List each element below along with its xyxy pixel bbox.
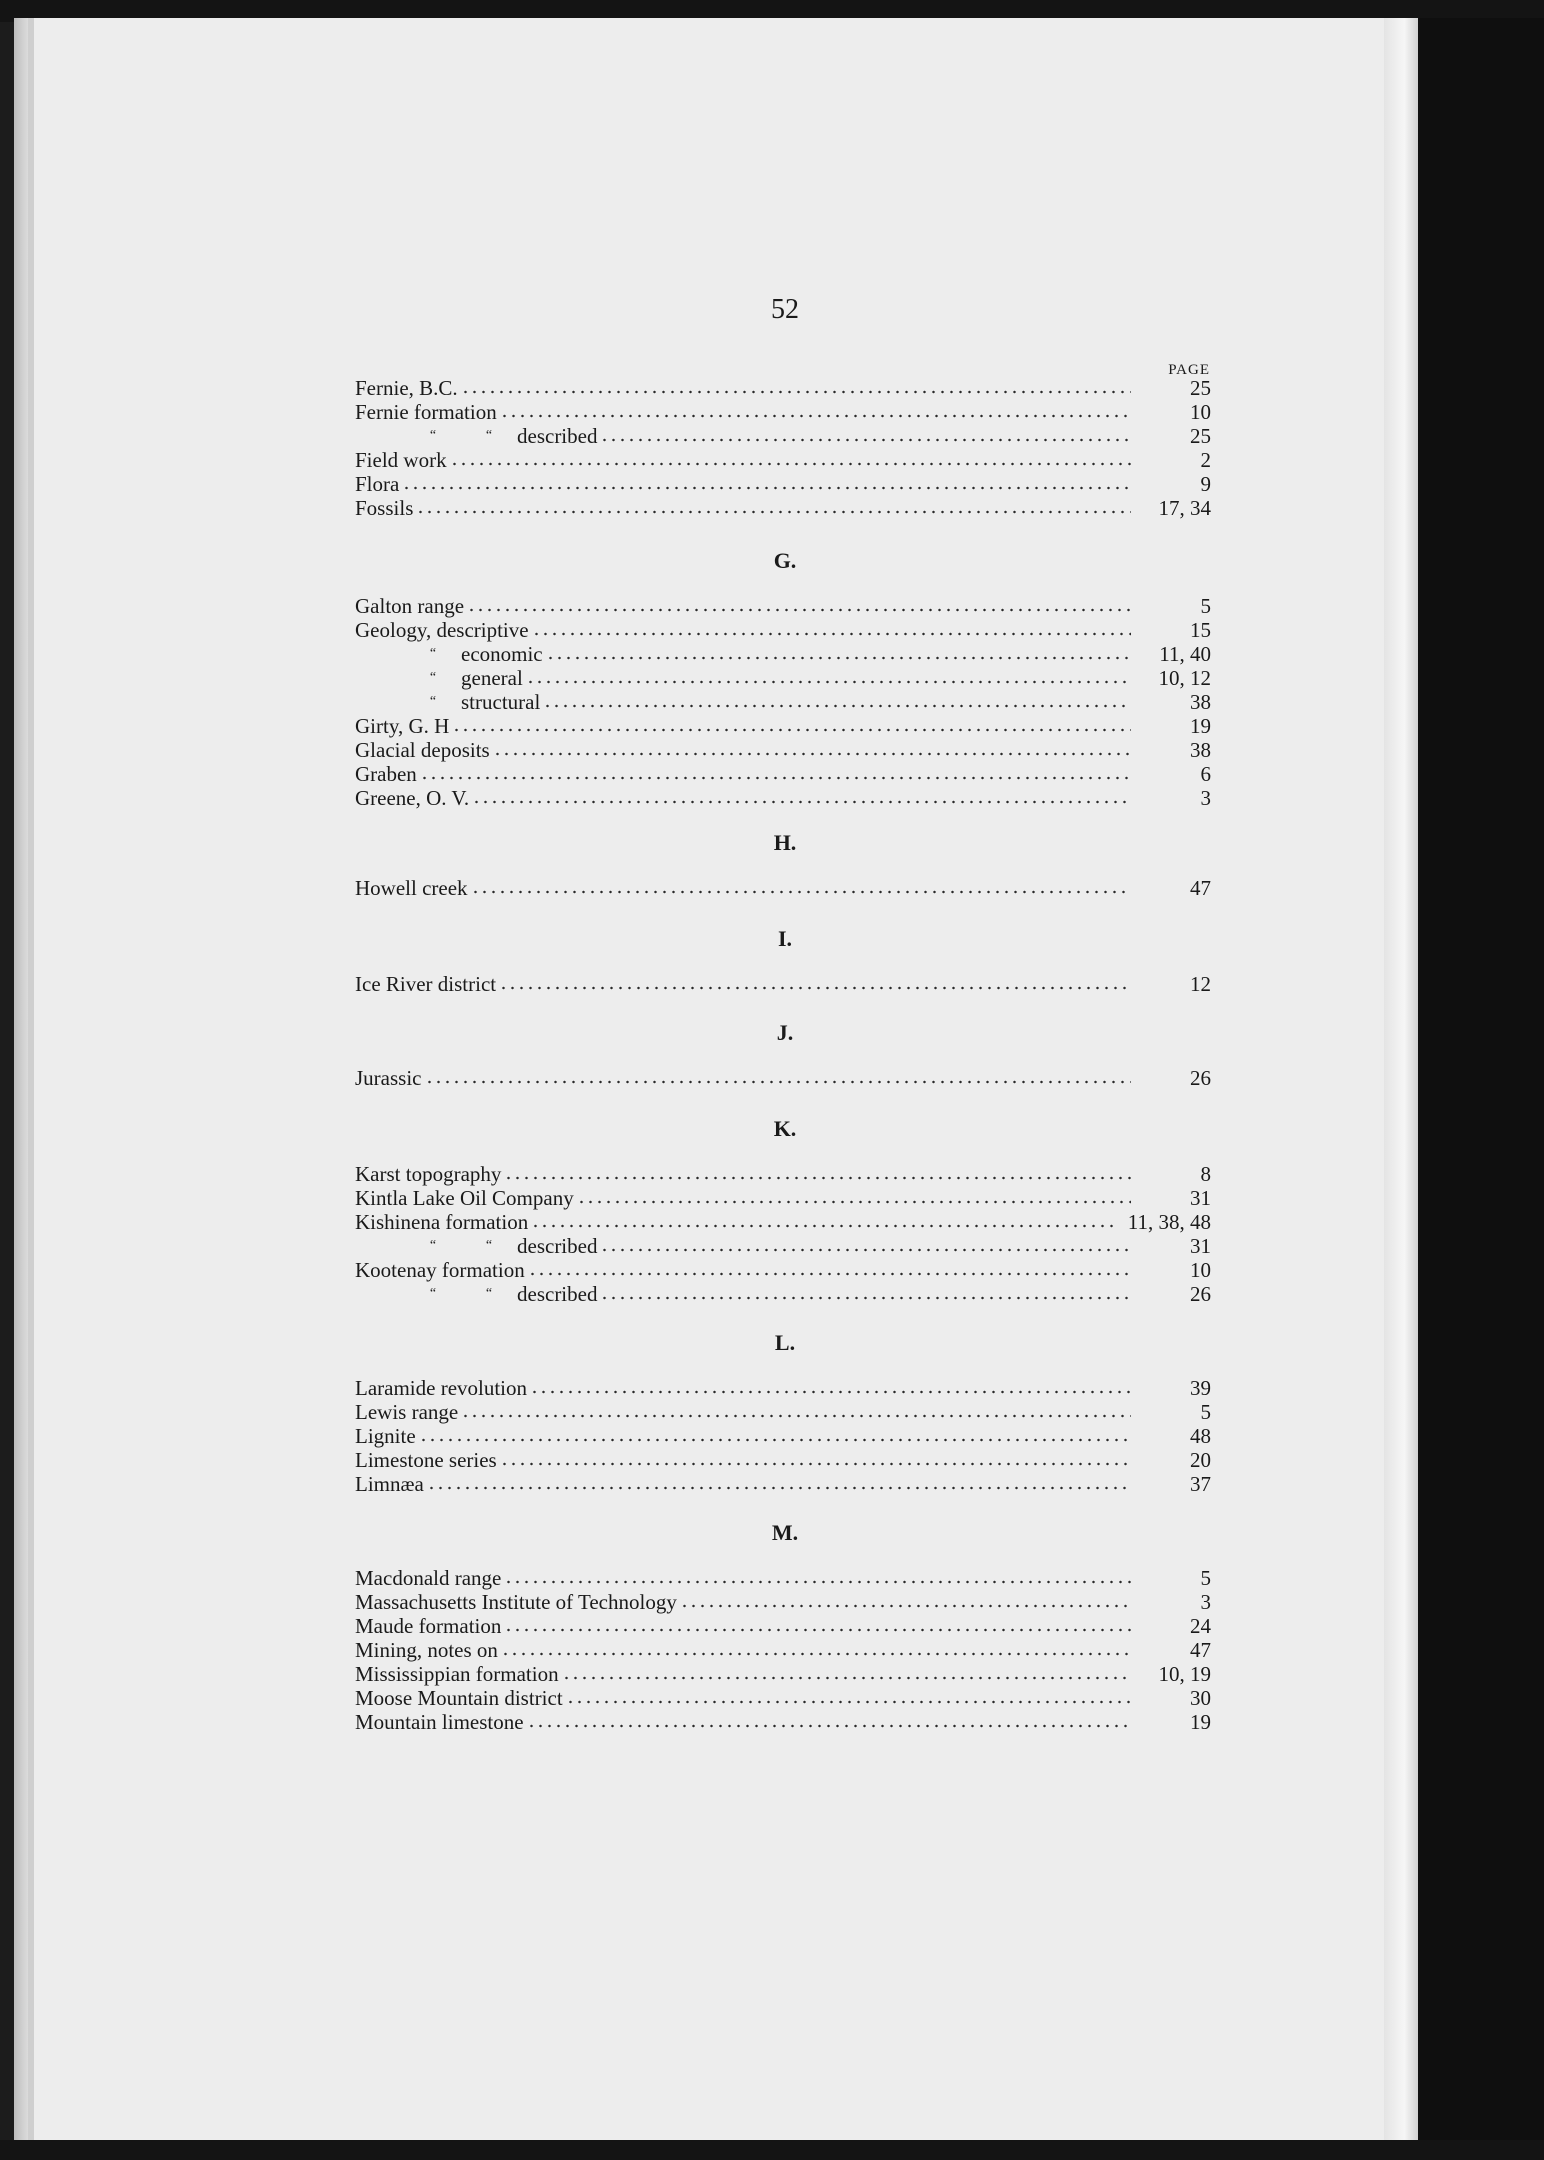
index-term [355,1424,416,1448]
section-letter-heading: G. [773,548,797,573]
index-term-text: Limestone series [355,1448,497,1472]
index-term [355,424,597,448]
index-term [355,738,490,762]
index-entry [355,972,1215,996]
index-entry [355,1590,1215,1614]
index-term-text: Laramide revolution [355,1376,528,1400]
index-term-text: Fossils [355,496,414,520]
page-reference: 10, 12 [1158,666,1211,690]
index-entry [355,376,1215,400]
index-term [355,1282,597,1306]
index-entry [355,1710,1215,1734]
page-reference: 25 [1190,376,1211,400]
page-number: 52 [771,294,799,325]
index-term-text: Howell creek [355,876,468,900]
index-entry [355,666,1215,690]
dot-leader [680,1604,1131,1608]
index-entry [355,1400,1215,1424]
index-term [355,1590,677,1614]
index-entry [355,1258,1215,1282]
page-reference: 37 [1190,1472,1211,1496]
ditto-mark: “ [429,1238,437,1253]
dot-leader [528,1272,1131,1276]
index-term-text: Flora [355,472,400,496]
index-term-text: Fernie formation [355,400,497,424]
page-reference: 25 [1190,424,1211,448]
index-entry [355,1186,1215,1210]
index-entry [355,876,1215,900]
page-reference: 17, 34 [1158,496,1211,520]
index-term-text: Graben [355,762,417,786]
index-term [355,714,449,738]
section-letter-heading: I. [777,926,793,951]
index-term-text: Glacial deposits [355,738,490,762]
index-entry [355,738,1215,762]
index-term [355,786,469,810]
index-entry [355,1376,1215,1400]
index-term [355,400,497,424]
index-term [355,1638,498,1662]
index-term-text: Moose Mountain district [355,1686,563,1710]
page-reference: 11, 38, 48 [1127,1210,1211,1234]
section-letter-heading: M. [771,1520,799,1545]
page-reference: 3 [1200,1590,1211,1614]
page-reference: 48 [1190,1424,1211,1448]
index-term [355,594,464,618]
page-reference: 30 [1190,1686,1211,1710]
page-reference: 47 [1190,1638,1211,1662]
index-entry [355,1662,1215,1686]
page-reference: 38 [1190,690,1211,714]
index-term [355,618,529,642]
ditto-mark: “ [485,428,493,443]
dot-leader [500,1462,1131,1466]
index-term-text: described [517,424,598,448]
page-reference: 39 [1190,1376,1211,1400]
index-term [355,1614,501,1638]
index-term-text: described [517,1234,598,1258]
index-term-text: Galton range [355,594,465,618]
index-term-text: Jurassic [355,1066,422,1090]
index-term [355,1662,559,1686]
index-entry [355,1282,1215,1306]
page-reference: 10 [1190,1258,1211,1282]
index-entry [355,762,1215,786]
dot-leader [416,510,1131,514]
index-term-text: Karst topography [355,1162,502,1186]
index-term [355,1066,422,1090]
dot-leader [461,1414,1131,1418]
index-term [355,1162,501,1186]
dot-leader [600,438,1131,442]
index-term [355,496,413,520]
dot-leader [420,776,1131,780]
page-reference: 47 [1190,876,1211,900]
page-reference: 10 [1190,400,1211,424]
index-term-text: Kishinena formation [355,1210,529,1234]
index-term-text: economic [461,642,543,666]
page-reference: 5 [1200,1566,1211,1590]
index-term [355,1210,528,1234]
index-section-l [355,1330,1215,1496]
index-term-text: Maude formation [355,1614,502,1638]
dot-leader [493,752,1131,756]
index-section-j [355,1020,1215,1090]
index-entry [355,1614,1215,1638]
index-section-m [355,1520,1215,1734]
page-reference: 11, 40 [1159,642,1211,666]
index-term [355,376,458,400]
index-term [355,1448,497,1472]
index-term [355,1376,527,1400]
index-entry [355,1162,1215,1186]
index-entry [355,1472,1215,1496]
dot-leader [546,656,1131,660]
ditto-mark: “ [429,694,437,709]
dot-leader [472,800,1131,804]
index-term-text: Macdonald range [355,1566,502,1590]
index-term [355,1566,501,1590]
dot-leader [427,1486,1131,1490]
ditto-mark: “ [485,1238,493,1253]
dot-leader [504,1176,1131,1180]
dot-leader [566,1700,1131,1704]
index-term [355,972,496,996]
index-term-text: Mississippian formation [355,1662,559,1686]
index-entry [355,1448,1215,1472]
page-reference: 9 [1200,472,1211,496]
page-reference: 6 [1200,762,1211,786]
page-reference: 20 [1190,1448,1211,1472]
index-term [355,1686,563,1710]
index-term-text: Massachusetts Institute of Technology [355,1590,677,1614]
index-section-g [355,548,1215,810]
index-entry [355,594,1215,618]
index-entry [355,1424,1215,1448]
section-letter-heading: H. [773,830,797,855]
dot-leader [504,1580,1131,1584]
index-entry [355,786,1215,810]
index-term [355,690,540,714]
page-reference: 8 [1200,1162,1211,1186]
page-reference: 12 [1190,972,1211,996]
dot-leader [452,728,1131,732]
index-term [355,1234,597,1258]
ditto-mark: “ [429,428,437,443]
index-entry [355,1686,1215,1710]
page-reference: 31 [1190,1234,1211,1258]
dot-leader [600,1296,1131,1300]
dot-leader [471,890,1131,894]
index-entry [355,1210,1215,1234]
page-reference: 10, 19 [1158,1662,1211,1686]
dot-leader [467,608,1131,612]
index-term-text: Geology, descriptive [355,618,529,642]
page-reference: 15 [1190,618,1211,642]
dot-leader [450,462,1131,466]
index-section-k [355,1116,1215,1306]
index-term [355,666,523,690]
index-entry [355,496,1215,520]
dot-leader [425,1080,1132,1084]
index-term [355,1710,524,1734]
index-term-text: Fernie, B.C. [355,376,458,400]
page-reference: 19 [1190,714,1211,738]
index-term-text: Lignite [355,1424,416,1448]
scan-right-border [1418,18,1544,2160]
dot-leader [500,414,1131,418]
index-term-text: Field work [355,448,447,472]
index-term-text: Kootenay formation [355,1258,525,1282]
page-reference: 5 [1200,594,1211,618]
index-section-i [355,926,1215,996]
index-entry [355,400,1215,424]
dot-leader [543,704,1131,708]
index-term-text: Greene, O. V. [355,786,470,810]
index-term-text: Mining, notes on [355,1638,498,1662]
section-letter-heading: K. [773,1116,797,1141]
page-reference: 2 [1200,448,1211,472]
page-fold [1384,18,1418,2144]
page-reference: 31 [1190,1186,1211,1210]
index-term-text: Limnæa [355,1472,424,1496]
index-section-f [355,376,1215,520]
page-column-header: PAGE [1168,362,1210,378]
dot-leader [527,1724,1131,1728]
dot-leader [419,1438,1131,1442]
index-term-text: Girty, G. H [355,714,450,738]
section-letter-heading: L. [774,1330,796,1355]
index-term-text: Lewis range [355,1400,459,1424]
index-term-text: Mountain limestone [355,1710,524,1734]
index-entry [355,1066,1215,1090]
index-entry [355,472,1215,496]
index-entry [355,1638,1215,1662]
page-reference: 38 [1190,738,1211,762]
index-term [355,762,417,786]
index-term [355,1400,458,1424]
index-entry [355,618,1215,642]
dot-leader [531,1224,1118,1228]
index-entry [355,424,1215,448]
dot-leader [461,390,1131,394]
index-section-h [355,830,1215,900]
index-term [355,642,543,666]
dot-leader [577,1200,1131,1204]
index-entry [355,642,1215,666]
dot-leader [562,1676,1131,1680]
index-term-text: Ice River district [355,972,497,996]
index-term [355,1258,525,1282]
index-term [355,876,468,900]
page-reference: 5 [1200,1400,1211,1424]
index-entry [355,1566,1215,1590]
index-term-text: Kintla Lake Oil Company [355,1186,574,1210]
dot-leader [526,680,1131,684]
index-term [355,1472,424,1496]
index-entry [355,714,1215,738]
index-term [355,472,399,496]
index-term [355,448,447,472]
index-term-text: structural [461,690,541,714]
ditto-mark: “ [429,1286,437,1301]
dot-leader [501,1652,1131,1656]
dot-leader [532,632,1131,636]
dot-leader [499,986,1131,990]
page-reference: 3 [1200,786,1211,810]
index-entry [355,1234,1215,1258]
index-term [355,1186,574,1210]
index-entry [355,690,1215,714]
ditto-mark: “ [429,670,437,685]
ditto-mark: “ [485,1286,493,1301]
ditto-mark: “ [429,646,437,661]
dot-leader [530,1390,1131,1394]
section-letter-heading: J. [776,1020,794,1045]
index-entry [355,448,1215,472]
dot-leader [402,486,1131,490]
index-term-text: described [517,1282,598,1306]
scan-bottom-border [0,2140,1544,2160]
dot-leader [504,1628,1131,1632]
page-reference: 26 [1190,1282,1211,1306]
page-reference: 26 [1190,1066,1211,1090]
page-reference: 24 [1190,1614,1211,1638]
page-reference: 19 [1190,1710,1211,1734]
index-term-text: general [461,666,523,690]
dot-leader [600,1248,1131,1252]
